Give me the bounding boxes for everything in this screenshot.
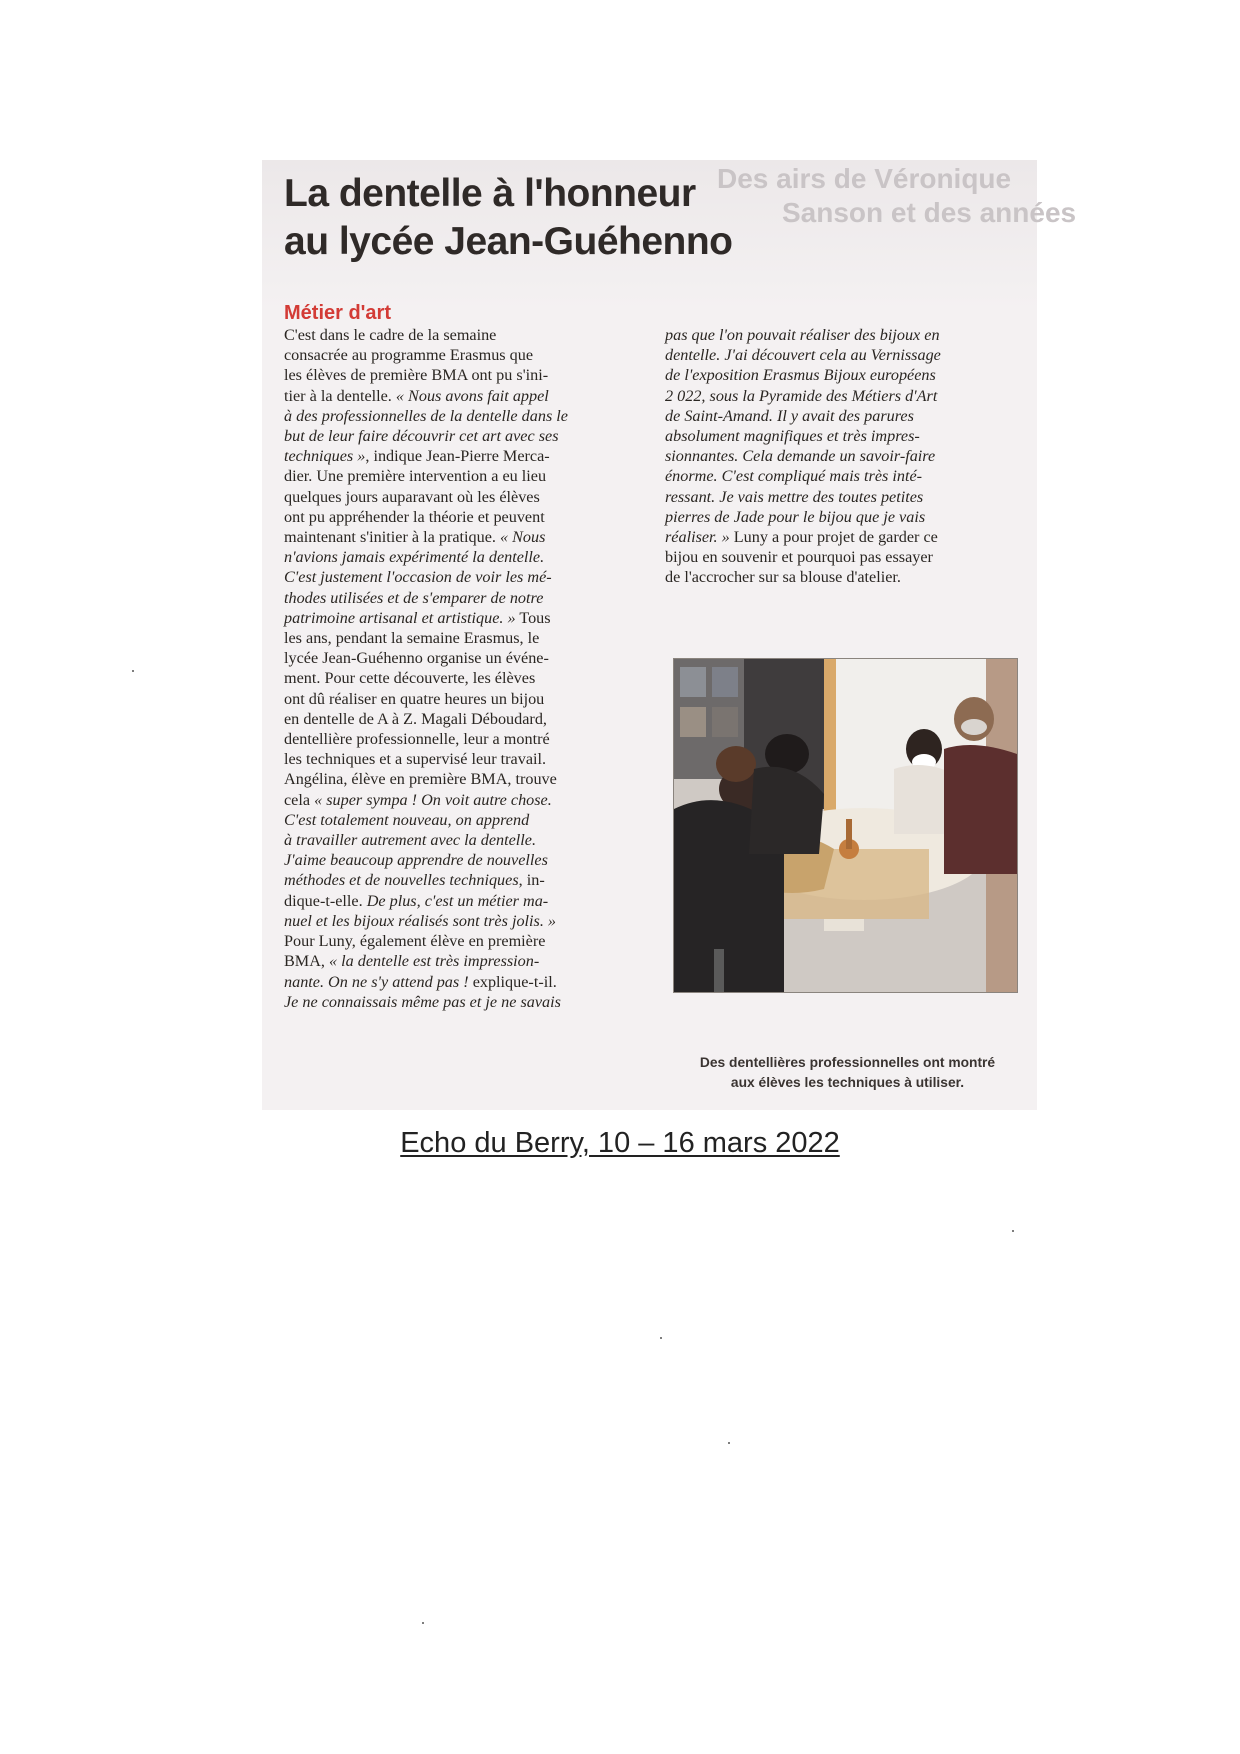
body-text: , indique Jean-Pierre Merca-	[365, 447, 550, 466]
article-line	[284, 527, 634, 547]
body-text: maintenant s'initier à la pratique.	[284, 528, 500, 547]
article-line	[665, 365, 1013, 385]
article-column-left	[284, 325, 634, 1012]
body-text: ment. Pour cette découverte, les élèves	[284, 669, 536, 688]
article-line	[665, 547, 1013, 567]
body-text: les élèves de première BMA ont pu s'ini-	[284, 366, 549, 385]
article-line	[284, 749, 634, 769]
article-line	[284, 709, 634, 729]
article-line	[284, 648, 634, 668]
article-line	[284, 830, 634, 850]
quote-text: C'est justement l'occasion de voir les mé-	[284, 568, 552, 587]
article-line	[665, 527, 1013, 547]
body-text: consacrée au programme Erasmus que	[284, 346, 534, 365]
article-line	[284, 870, 634, 890]
body-text: C'est dans le cadre de la semaine	[284, 326, 497, 344]
body-text: Pour Luny, également élève en première	[284, 932, 546, 951]
photo-illustration	[674, 659, 1017, 992]
body-text: les ans, pendant la semaine Erasmus, le	[284, 629, 540, 648]
body-text: BMA,	[284, 952, 329, 971]
article-line	[284, 608, 634, 628]
article-line	[284, 810, 634, 830]
quote-text: De plus, c'est un métier ma-	[366, 891, 549, 910]
article-line	[284, 507, 634, 527]
article-line	[284, 365, 634, 385]
scan-speck	[132, 670, 134, 672]
quote-text: ressant. Je vais mettre des toutes petites	[665, 487, 924, 506]
quote-text: pierres de Jade pour le bijou que je vais	[665, 507, 926, 526]
article-line	[284, 325, 634, 345]
body-text: ont dû réaliser en quatre heures un bijou	[284, 689, 545, 708]
article-line	[284, 345, 634, 365]
article-line	[665, 325, 1013, 345]
quote-text: J'aime beaucoup apprendre de nouvelles	[284, 851, 548, 870]
body-text: quelques jours auparavant où les élèves	[284, 487, 540, 506]
article-line	[284, 790, 634, 810]
quote-text: patrimoine artisanal et artistique. »	[284, 608, 516, 627]
article-line	[284, 769, 634, 789]
quote-text: C'est totalement nouveau, on apprend	[284, 810, 530, 829]
quote-text: sionnantes. Cela demande un savoir-faire	[665, 447, 936, 466]
body-text: bijou en souvenir et pourquoi pas essayer	[665, 548, 933, 567]
quote-text: nuel et les bijoux réalisés sont très jolis. »	[284, 911, 557, 930]
quote-text: techniques »	[284, 447, 366, 466]
article-line	[284, 891, 634, 911]
body-text: dique-t-elle.	[284, 891, 367, 910]
article-line	[665, 426, 1013, 446]
quote-text: méthodes et de nouvelles techniques	[284, 871, 519, 890]
article-line	[665, 345, 1013, 365]
quote-text: « super sympa ! On voit autre chose.	[314, 790, 552, 809]
article-text-left	[284, 325, 634, 1012]
body-text: les techniques et a supervisé leur travail.	[284, 750, 547, 769]
headline-line: La dentelle à l'honneur	[284, 172, 696, 215]
bleed-through-text: Des airs de Véronique	[717, 163, 1012, 194]
quote-text: à travailler autrement avec la dentelle.	[284, 831, 537, 850]
photo-caption	[665, 1053, 1030, 1093]
article-line	[284, 628, 634, 648]
body-text: Angélina, élève en première BMA, trouve	[284, 770, 557, 789]
caption-line: aux élèves les techniques à utiliser.	[730, 1075, 965, 1090]
body-text: Tous	[515, 608, 551, 627]
article-line	[284, 386, 634, 406]
quote-text: « Nous	[499, 528, 546, 547]
article-line	[284, 487, 634, 507]
quote-text: Je ne connaissais même pas et je ne savais	[284, 992, 561, 1011]
quote-text: 2 022, sous la Pyramide des Métiers d'Art	[665, 386, 938, 405]
article-line	[665, 507, 1013, 527]
article-headline	[284, 170, 733, 266]
article-line	[665, 466, 1013, 486]
body-text: en dentelle de A à Z. Magali Déboudard,	[284, 709, 547, 728]
quote-text: thodes utilisées et de s'emparer de notre	[284, 588, 544, 607]
body-text: cela	[284, 790, 315, 809]
scan-speck	[660, 1337, 662, 1339]
article-line	[284, 850, 634, 870]
article-line	[665, 386, 1013, 406]
body-text: lycée Jean-Guéhenno organise un événe-	[284, 649, 549, 668]
article-line	[665, 567, 1013, 587]
article-line	[284, 911, 634, 931]
quote-text: réaliser. »	[665, 528, 730, 547]
quote-text: absolument magnifiques et très impres-	[665, 427, 920, 446]
article-line	[284, 992, 634, 1012]
headline-line: au lycée Jean-Guéhenno	[284, 220, 733, 263]
article-photo	[673, 658, 1018, 993]
body-text: explique-t-il.	[468, 972, 557, 991]
scan-speck	[728, 1442, 730, 1444]
quote-text: à des professionnelles de la dentelle dans le	[284, 406, 568, 425]
body-text: dier. Une première intervention a eu lieu	[284, 467, 547, 486]
scan-speck	[422, 1622, 424, 1624]
body-text: dentellière professionnelle, leur a montré	[284, 730, 550, 749]
newspaper-clipping	[262, 160, 1077, 1110]
article-column-right	[665, 325, 1013, 588]
article-line	[284, 567, 634, 587]
body-text: de l'accrocher sur sa blouse d'atelier.	[665, 568, 901, 587]
caption-line: Des dentellières professionnelles ont montré	[699, 1055, 996, 1070]
body-text: , in-	[518, 871, 545, 890]
article-line	[284, 689, 634, 709]
body-text: tier à la dentelle.	[284, 386, 396, 405]
quote-text: nante. On ne s'y attend pas !	[284, 972, 469, 991]
section-label: Métier d'art	[284, 302, 392, 324]
quote-text: de l'exposition Erasmus Bijoux européens	[665, 366, 936, 385]
article-line	[284, 931, 634, 951]
quote-text: n'avions jamais expérimenté la dentelle.	[284, 548, 545, 567]
article-line	[284, 426, 634, 446]
article-line	[284, 951, 634, 971]
quote-text: énorme. C'est compliqué mais très inté-	[665, 467, 923, 486]
quote-text: « Nous avons fait appel	[395, 386, 549, 405]
source-citation: Echo du Berry, 10 – 16 mars 2022	[400, 1127, 840, 1159]
quote-text: pas que l'on pouvait réaliser des bijoux en	[665, 326, 940, 344]
article-line	[284, 729, 634, 749]
article-line	[284, 446, 634, 466]
body-text: Luny a pour projet de garder ce	[729, 528, 938, 547]
bleed-through-text: Sanson et des années	[782, 197, 1077, 228]
quote-text: but de leur faire découvrir cet art avec ses	[284, 427, 559, 446]
article-line	[665, 446, 1013, 466]
article-text-right	[665, 325, 1013, 588]
article-line	[284, 972, 634, 992]
scan-speck	[1012, 1230, 1014, 1232]
article-line	[284, 406, 634, 426]
article-line	[284, 588, 634, 608]
quote-text: « la dentelle est très impression-	[328, 952, 540, 971]
article-line	[284, 466, 634, 486]
body-text: ont pu appréhender la théorie et peuvent	[284, 507, 545, 526]
article-line	[284, 547, 634, 567]
quote-text: dentelle. J'ai découvert cela au Vernissage	[665, 346, 941, 365]
article-line	[284, 668, 634, 688]
article-line	[665, 487, 1013, 507]
quote-text: de Saint-Amand. Il y avait des parures	[665, 406, 914, 425]
article-line	[665, 406, 1013, 426]
